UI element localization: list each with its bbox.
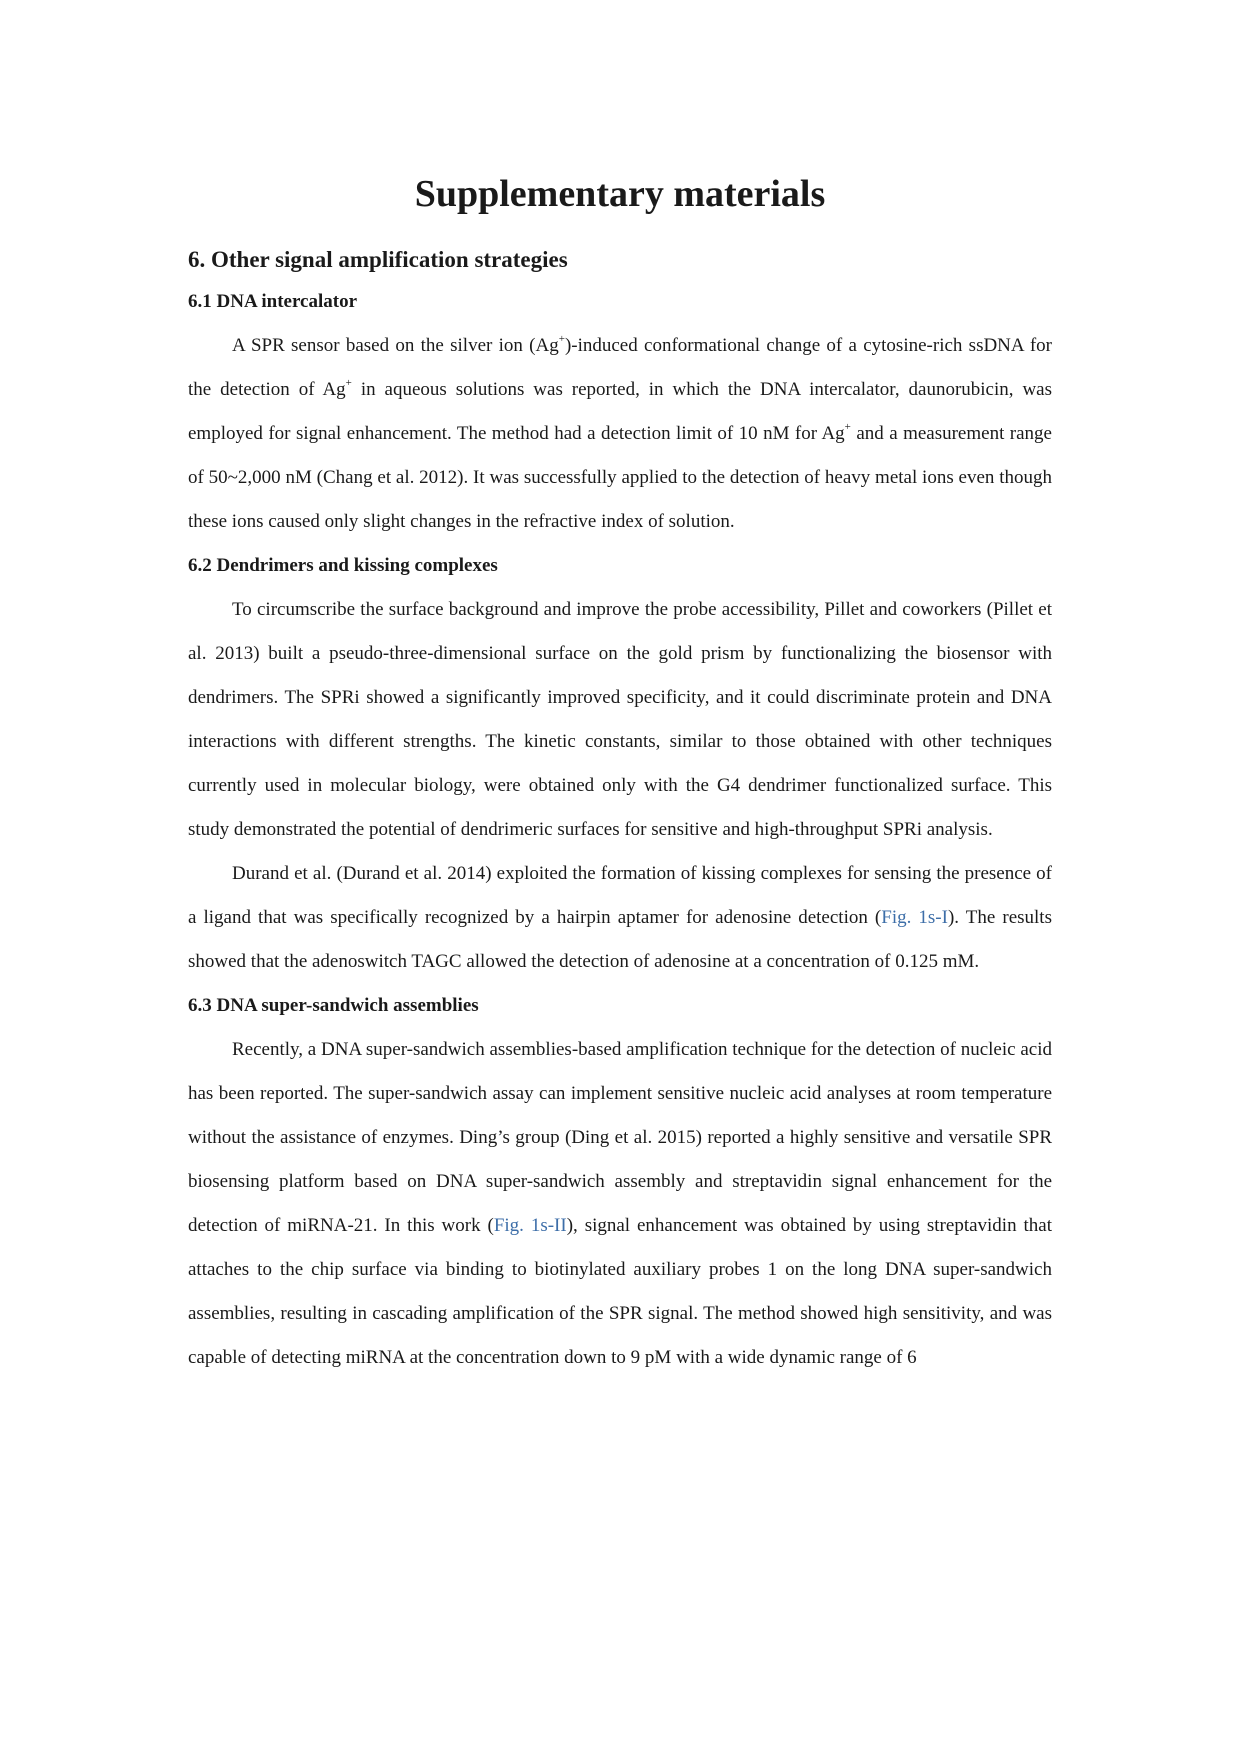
text-run: in aqueous solutions was reported, in which the DNA intercalator, daunorubicin, was employed for signal enhancement. The method had a detection limit of 10 nM for Ag <box>188 379 1052 444</box>
section-6-3-heading: 6.3 DNA super-sandwich assemblies <box>188 995 479 1016</box>
section-6-2-paragraph-2 <box>188 852 1052 984</box>
superscript: + <box>558 333 565 345</box>
text-run: Durand et al. (Durand et al. 2014) exploited the formation of kissing complexes for sensing the presence of a ligand that was specifically recognized by a hairpin aptamer for adenosine detection ( <box>188 863 1052 928</box>
section-6-3-paragraph <box>188 1028 1052 1380</box>
page-title: Supplementary materials <box>414 173 826 215</box>
figure-link-1s-ii[interactable]: Fig. 1s-II <box>493 1215 567 1236</box>
text-run: A SPR sensor based on the silver ion (Ag <box>232 335 559 356</box>
section-6-2-heading: 6.2 Dendrimers and kissing complexes <box>188 555 498 576</box>
superscript: + <box>345 377 352 389</box>
page-content <box>188 170 1052 1380</box>
text-run: and a measurement range of 50~2,000 nM (Chang et al. 2012). It was successfully applied to the detection of heavy metal ions even though these ions caused only slight changes in the refractive index of solution. <box>188 423 1052 532</box>
text-run: ), signal enhancement was obtained by using streptavidin that attaches to the chip surface via binding to biotinylated auxiliary probes 1 on the long DNA super-sandwich assemblies, resulting in cascading amplification of the SPR signal. The method showed high sensitivity, and was capable of detecting miRNA at the concentration down to 9 pM with a wide dynamic range of 6 <box>188 1215 1052 1368</box>
superscript: + <box>844 421 851 433</box>
figure-link-1s-i[interactable]: Fig. 1s-I <box>881 907 948 928</box>
section-6-1-paragraph <box>188 324 1052 544</box>
text-run: Recently, a DNA super-sandwich assemblies-based amplification technique for the detection of nucleic acid has been reported. The super-sandwich assay can implement sensitive nucleic acid analyses at room temperature without the assistance of enzymes. Ding’s group (Ding et al. 2015) reported a highly sensitive and versatile SPR biosensing platform based on DNA super-sandwich assembly and streptavidin signal enhancement for the detection of miRNA-21. In this work ( <box>188 1039 1052 1236</box>
text-run: ). The results showed that the adenoswitch TAGC allowed the detection of adenosine at a concentration of 0.125 mM. <box>188 907 1052 972</box>
text-run: )-induced conformational change of a cytosine-rich ssDNA for the detection of Ag <box>188 335 1053 400</box>
section-6-heading: 6. Other signal amplification strategies <box>188 247 568 272</box>
section-6-2-paragraph-1: To circumscribe the surface background and improve the probe accessibility, Pillet and coworkers (Pillet et al. 2013) built a pseudo-three-dimensional surface on the gold prism by functionalizing the biosensor with dendrimers. The SPRi showed a significantly improved specificity, and it could discriminate protein and DNA interactions with different strengths. The kinetic constants, similar to those obtained with other techniques currently used in molecular biology, were obtained only with the G4 dendrimer functionalized surface. This study demonstrated the potential of dendrimeric surfaces for sensitive and high-throughput SPRi analysis. <box>188 599 1052 840</box>
section-6-1-heading: 6.1 DNA intercalator <box>188 291 358 312</box>
